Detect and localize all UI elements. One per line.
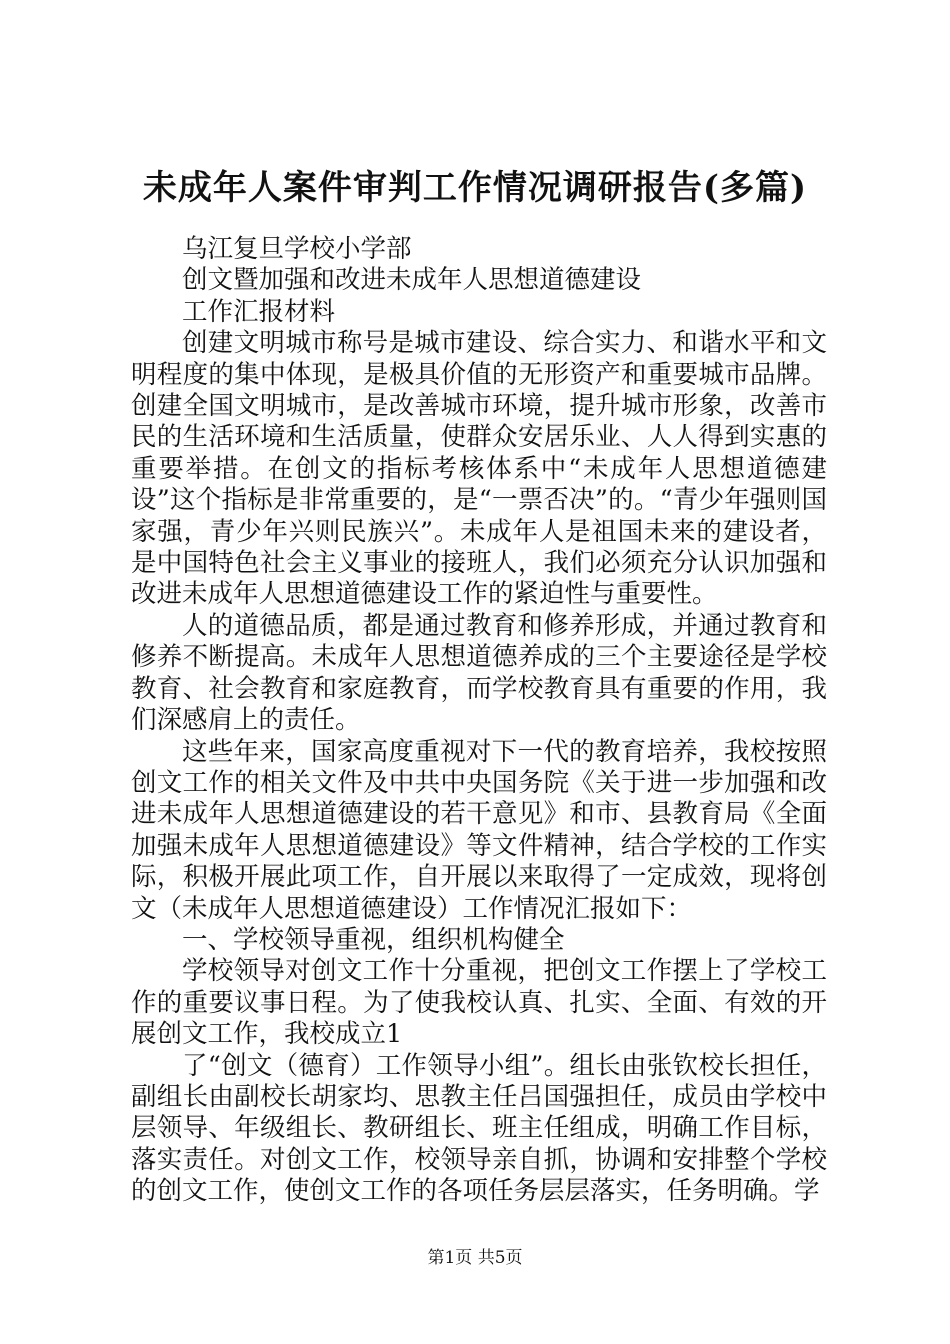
document-body [131, 234, 827, 1208]
paragraph-body: 这些年来，国家高度重视对下一代的教育培养，我校按照创文工作的相关文件及中共中央国务院《关于进一步加强和改进未成年人思想道德建设的若干意见》和市、县教育局《全面加强未成年人思想道德建设》等文件精神，结合学校的工作实际，积极开展此项工作，自开展以来取得了一定成效，现将创文（未成年人思想道德建设）工作情况汇报如下： [131, 736, 827, 924]
paragraph-body: 学校领导对创文工作十分重视，把创文工作摆上了学校工作的重要议事日程。为了使我校认真、扎实、全面、有效的开展创文工作，我校成立1 [131, 956, 827, 1050]
paragraph-subtitle: 创文暨加强和改进未成年人思想道德建设 [182, 265, 642, 296]
paragraph-school-name: 乌江复旦学校小学部 [182, 234, 412, 264]
page-number-footer: 第1页 共5页 [427, 1248, 523, 1268]
document-title: 未成年人案件审判工作情况调研报告(多篇) [142, 168, 808, 208]
section-heading: 一、学校领导重视，组织机构健全 [182, 924, 565, 955]
paragraph-report-type: 工作汇报材料 [182, 296, 336, 327]
paragraph-body: 创建文明城市称号是城市建设、综合实力、和谐水平和文明程度的集中体现，是极具价值的无形资产和重要城市品牌。创建全国文明城市，是改善城市环境，提升城市形象，改善市民的生活环境和生活质量，使群众安居乐业、人人得到实惠的重要举措。在创文的指标考核体系中“未成年人思想道德建设”这个指标是非常重要的，是“一票否决”的。“青少年强则国家强，青少年兴则民族兴”。未成年人是祖国未来的建设者，是中国特色社会主义事业的接班人，我们必须充分认识加强和改进未成年人思想道德建设工作的紧迫性与重要性。 [131, 328, 827, 610]
paragraph-body: 人的道德品质，都是通过教育和修养形成，并通过教育和修养不断提高。未成年人思想道德养成的三个主要途径是学校教育、社会教育和家庭教育，而学校教育具有重要的作用，我们深感肩上的责任。 [131, 610, 827, 736]
paragraph-body: 了“创文（德育）工作领导小组”。组长由张钦校长担任，副组长由副校长胡家均、思教主任吕国强担任，成员由学校中层领导、年级组长、教研组长、班主任组成，明确工作目标，落实责任。对创文工作，校领导亲自抓，协调和安排整个学校的创文工作，使创文工作的各项任务层层落实，任务明确。学 [131, 1050, 827, 1207]
